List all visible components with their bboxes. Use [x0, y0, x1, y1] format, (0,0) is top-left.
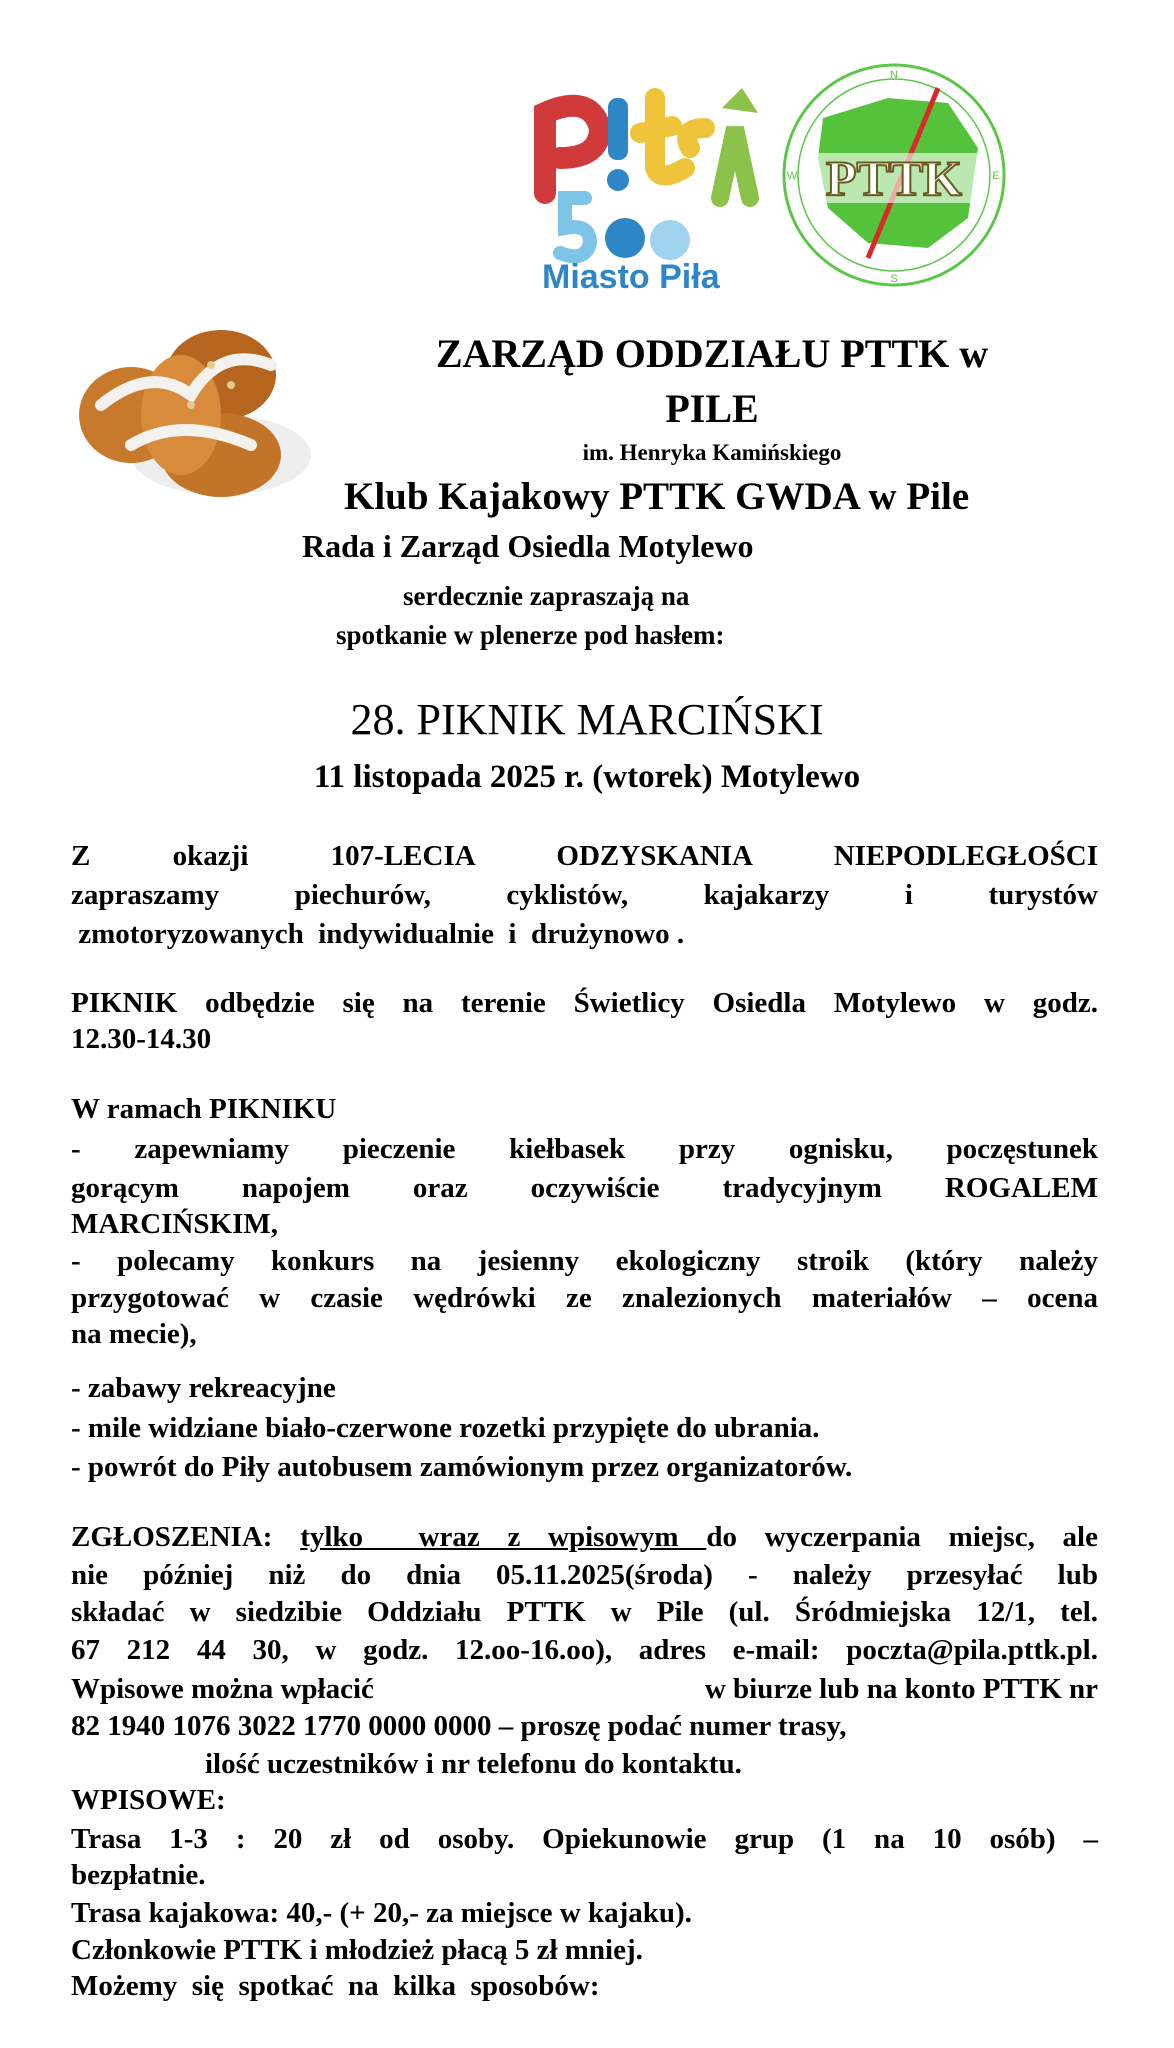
intro-line: zapraszamy piechurów, cyklistów, kajakarzy i turystów [71, 879, 1098, 911]
program-line: gorącym napojem oraz oczywiście tradycyjnym ROGALEM [71, 1172, 1098, 1204]
fee-line: Możemy się spotkać na kilka sposobów: [71, 1970, 600, 2002]
intro-line: Z okazji 107-LECIA ODZYSKANIA NIEPODLEGŁOŚCI [71, 840, 1098, 872]
header-org: ZARZĄD ODDZIAŁU PTTK w [435, 331, 989, 376]
program-line: - polecamy konkurs na jesienny ekologiczny stroik (który należy [71, 1245, 1098, 1277]
program-line: na mecie), [71, 1318, 197, 1350]
fee-line: Członkowie PTTK i młodzież płacą 5 zł mniej. [71, 1934, 643, 1966]
svg-text:W: W [786, 170, 798, 182]
svg-text:E: E [992, 170, 1000, 182]
program-line: - mile widziane biało-czerwone rozetki przypięte do ubrania. [71, 1412, 820, 1444]
fee-line: bezpłatnie. [71, 1859, 206, 1891]
fee-line: Trasa 1-3 : 20 zł od osoby. Opiekunowie grup (1 na 10 osób) – [71, 1823, 1098, 1855]
program-heading: W ramach PIKNIKU [71, 1093, 337, 1125]
registration-text: do wyczerpania miejsc, ale [706, 1521, 1098, 1553]
fees-heading: WPISOWE: [71, 1784, 226, 1816]
registration-line [71, 1671, 1098, 1707]
header-invite: serdecznie zapraszają na [403, 581, 690, 611]
pila-500-logo [530, 88, 780, 298]
registration-label: ZGŁOSZENIA: [71, 1521, 301, 1553]
header-meeting: spotkanie w plenerze pod hasłem: [336, 620, 725, 650]
program-line: MARCIŃSKIM, [71, 1208, 279, 1240]
place-line: 12.30-14.30 [71, 1023, 212, 1055]
svg-text:Miasto Piła: Miasto Piła [542, 258, 720, 296]
svg-text:S: S [890, 273, 898, 285]
registration-line: 67 212 44 30, w godz. 12.oo-16.oo), adres e-mail: poczta@pila.pttk.pl. [71, 1634, 1098, 1666]
registration-line: składać w siedzibie Oddziału PTTK w Pile (ul. Śródmiejska 12/1, tel. [71, 1596, 1098, 1628]
svg-text:N: N [890, 69, 898, 81]
event-date: 11 listopada 2025 r. (wtorek) Motylewo [313, 759, 861, 795]
header-club: Klub Kajakowy PTTK GWDA w Pile [344, 475, 970, 518]
fee-line: Trasa kajakowa: 40,- (+ 20,- za miejsce w kajaku). [71, 1897, 692, 1929]
header-council: Rada i Zarząd Osiedla Motylewo [302, 528, 754, 564]
payment-text: Wpisowe można wpłacić [71, 1673, 374, 1705]
payment-text: w biurze lub na konto PTTK nr [704, 1673, 1098, 1705]
registration-line: ilość uczestników i nr telefonu do kontaktu. [205, 1748, 742, 1780]
header-patron: im. Henryka Kamińskiego [582, 440, 842, 465]
registration-underlined: tylko wraz z wpisowym [300, 1521, 707, 1553]
intro-line: zmotoryzowanych indywidualnie i drużynowo . [71, 918, 685, 950]
registration-line [71, 1519, 1098, 1555]
program-line: - powrót do Piły autobusem zamówionym przez organizatorów. [71, 1451, 853, 1483]
bank-account-line: 82 1940 1076 3022 1770 0000 0000 – proszę podać numer trasy, [71, 1710, 847, 1742]
event-title: 28. PIKNIK MARCIŃSKI [350, 695, 824, 744]
registration-line: nie później niż do dnia 05.11.2025(środa) - należy przesyłać lub [71, 1559, 1098, 1591]
place-line: PIKNIK odbędzie się na terenie Świetlicy Osiedla Motylewo w godz. [71, 987, 1098, 1019]
program-line: - zapewniamy pieczenie kiełbasek przy ognisku, poczęstunek [71, 1133, 1098, 1165]
header-city: PILE [665, 386, 759, 431]
program-line: - zabawy rekreacyjne [71, 1372, 336, 1404]
pttk-logo [778, 58, 1010, 292]
svg-text:PTTK: PTTK [825, 150, 963, 206]
program-line: przygotować w czasie wędrówki ze znalezionych materiałów – ocena [71, 1282, 1098, 1314]
